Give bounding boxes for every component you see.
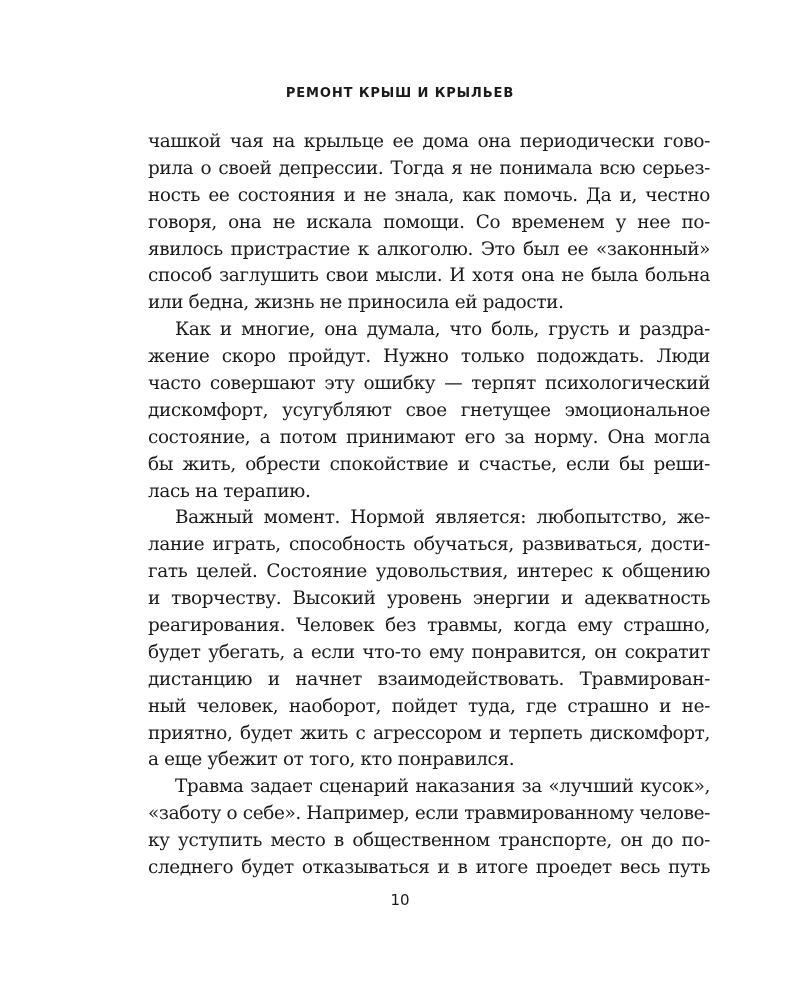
text-line: следнего будет отказываться и в итоге проедет весь путь	[148, 857, 710, 879]
text-line: лась на терапию.	[148, 480, 311, 502]
text-line: говоря, она не искала помощи. Со временем у нее по-	[148, 211, 710, 233]
text-line: «заботу о себе». Например, если травмированному челове-	[148, 803, 710, 825]
text-line: ку уступить место в общественном транспорте, он до по-	[148, 830, 710, 852]
paragraph-first-line: Важный момент. Нормой является: любопытство, же-	[175, 507, 710, 529]
text-line: дистанцию и начнет взаимодействовать. Травмирован-	[148, 668, 710, 690]
text-line: будет убегать, а если что-то ему понравится, он сократит	[148, 641, 710, 663]
text-line: способ заглушить свои мысли. И хотя она не была больна	[148, 265, 710, 287]
text-line: явилось пристрастие к алкоголю. Это был ее «законный»	[148, 238, 710, 260]
text-line: ность ее состояния и не знала, как помочь. Да и, честно	[148, 184, 710, 206]
body-text	[148, 129, 710, 882]
text-line: ный человек, наоборот, пойдет туда, где страшно и не-	[148, 695, 710, 717]
text-line: часто совершают эту ошибку — терпят психологический	[148, 373, 710, 395]
text-line: а еще убежит от того, кто понравился.	[148, 749, 515, 771]
text-line: приятно, будет жить с агрессором и терпеть дискомфорт,	[148, 722, 710, 744]
running-head: РЕМОНТ КРЫШ И КРЫЛЬЕВ	[285, 86, 515, 101]
text-line: или бедна, жизнь не приносила ей радости.	[148, 292, 564, 314]
text-line: дискомфорт, усугубляют свое гнетущее эмоциональное	[148, 399, 710, 421]
text-line: лание играть, способность обучаться, развиваться, дости-	[148, 534, 710, 556]
page-number: 10	[390, 891, 410, 909]
text-line: бы жить, обрести спокойствие и счастье, если бы реши-	[148, 453, 710, 475]
text-line: гать целей. Состояние удовольствия, интерес к общению	[148, 561, 710, 583]
text-line: рила о своей депрессии. Тогда я не понимала всю серьез-	[148, 157, 710, 179]
text-line: чашкой чая на крыльце ее дома она периодически гово-	[148, 131, 710, 152]
text-line: жение скоро пройдут. Нужно только подождать. Люди	[148, 346, 710, 368]
paragraph-first-line: Травма задает сценарий наказания за «лучший кусок»,	[175, 776, 710, 798]
text-line: и творчеству. Высокий уровень энергии и адекватность	[148, 588, 710, 610]
text-line: реагирования. Человек без травмы, когда ему страшно,	[148, 615, 710, 637]
text-line: состояние, а потом принимают его за норму. Она могла	[148, 426, 710, 448]
paragraph-first-line: Как и многие, она думала, что боль, грусть и раздра-	[175, 319, 710, 341]
